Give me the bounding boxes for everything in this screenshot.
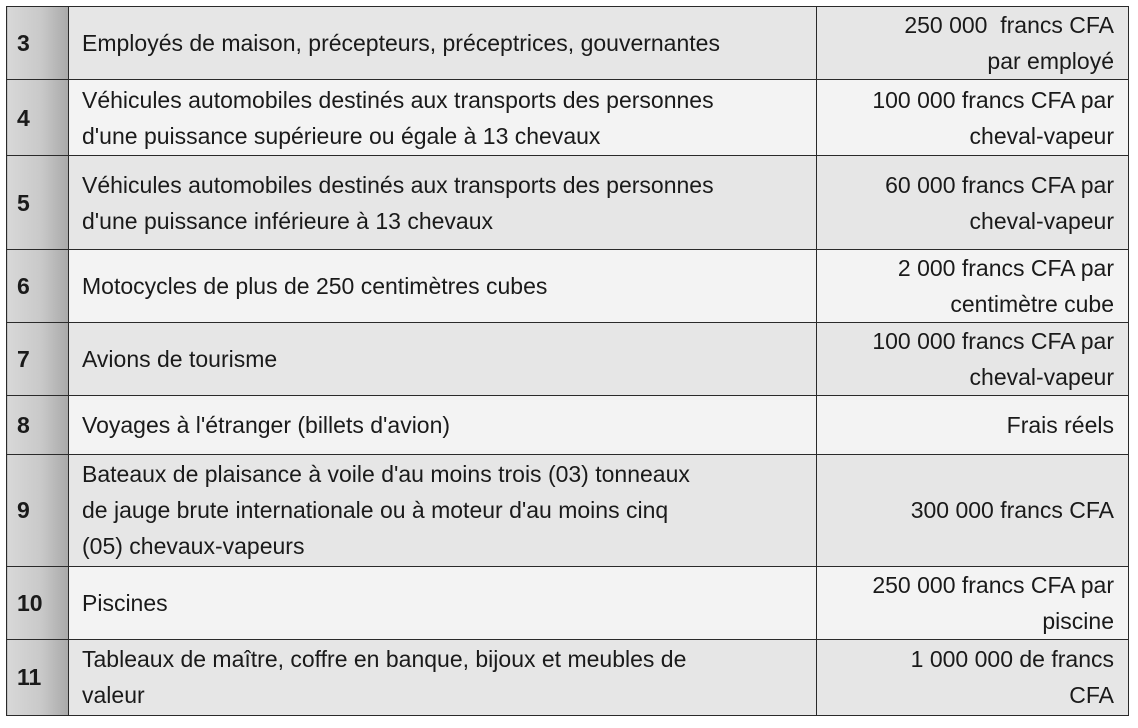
row-amount: [817, 322, 1129, 395]
row-amount: [817, 566, 1129, 639]
row-amount: [817, 7, 1129, 80]
table-row: [7, 80, 1129, 156]
amount-line: 60 000 francs CFA par: [885, 171, 1114, 198]
amount-line: centimètre cube: [950, 290, 1114, 317]
row-amount: [817, 80, 1129, 156]
row-number: 5: [7, 156, 69, 249]
description-line: d'une puissance inférieure à 13 chevaux: [82, 207, 494, 234]
row-amount: [817, 156, 1129, 249]
amount-line: 300 000 francs CFA: [910, 497, 1114, 524]
row-amount: [817, 396, 1129, 455]
description-line: (05) chevaux-vapeurs: [82, 533, 305, 560]
amount-line: 250 000 francs CFA: [904, 12, 1114, 39]
description-line: Piscines: [82, 589, 168, 616]
row-description: [69, 7, 817, 80]
row-amount: [817, 455, 1129, 566]
description-line: Tableaux de maître, coffre en banque, bijoux et meubles de: [82, 646, 687, 673]
amount-line: 100 000 francs CFA par: [872, 86, 1114, 113]
schedule-table-body: [7, 7, 1129, 716]
description-line: Voyages à l'étranger (billets d'avion): [82, 412, 451, 439]
amount-line: par employé: [987, 48, 1114, 75]
row-number: 6: [7, 249, 69, 322]
table-row: [7, 566, 1129, 639]
row-description: [69, 396, 817, 455]
description-line: d'une puissance supérieure ou égale à 13 chevaux: [82, 122, 601, 149]
row-description: [69, 639, 817, 715]
row-number: 7: [7, 322, 69, 395]
row-number: 10: [7, 566, 69, 639]
amount-line: 100 000 francs CFA par: [872, 327, 1114, 354]
table-row: [7, 249, 1129, 322]
description-line: Véhicules automobiles destinés aux transports des personnes: [82, 86, 714, 113]
row-description: [69, 156, 817, 249]
row-number: 8: [7, 396, 69, 455]
description-line: Motocycles de plus de 250 centimètres cubes: [82, 272, 548, 299]
table-row: [7, 455, 1129, 566]
row-number: 4: [7, 80, 69, 156]
schedule-table: [6, 6, 1129, 716]
table-row: [7, 322, 1129, 395]
row-number: 3: [7, 7, 69, 80]
table-row: [7, 7, 1129, 80]
row-description: [69, 322, 817, 395]
description-line: Employés de maison, précepteurs, préceptrices, gouvernantes: [82, 30, 720, 57]
row-number: 11: [7, 639, 69, 715]
amount-line: 2 000 francs CFA par: [897, 254, 1114, 281]
row-description: [69, 249, 817, 322]
row-amount: [817, 639, 1129, 715]
amount-line: piscine: [1042, 607, 1114, 634]
row-description: [69, 80, 817, 156]
description-line: Bateaux de plaisance à voile d'au moins trois (03) tonneaux: [82, 461, 690, 488]
row-description: [69, 566, 817, 639]
amount-line: cheval-vapeur: [969, 122, 1114, 149]
row-number: 9: [7, 455, 69, 566]
description-line: valeur: [82, 682, 145, 709]
table-row: [7, 396, 1129, 455]
amount-line: cheval-vapeur: [969, 207, 1114, 234]
table-row: [7, 156, 1129, 249]
amount-line: 250 000 francs CFA par: [872, 571, 1114, 598]
amount-line: cheval-vapeur: [969, 363, 1114, 390]
description-line: Avions de tourisme: [82, 345, 278, 372]
amount-line: Frais réels: [1006, 412, 1114, 439]
amount-line: 1 000 000 de francs: [910, 646, 1114, 673]
description-line: Véhicules automobiles destinés aux transports des personnes: [82, 171, 714, 198]
amount-line: CFA: [1069, 682, 1114, 709]
table-row: [7, 639, 1129, 715]
row-description: [69, 455, 817, 566]
row-amount: [817, 249, 1129, 322]
description-line: de jauge brute internationale ou à moteur d'au moins cinq: [82, 497, 669, 524]
